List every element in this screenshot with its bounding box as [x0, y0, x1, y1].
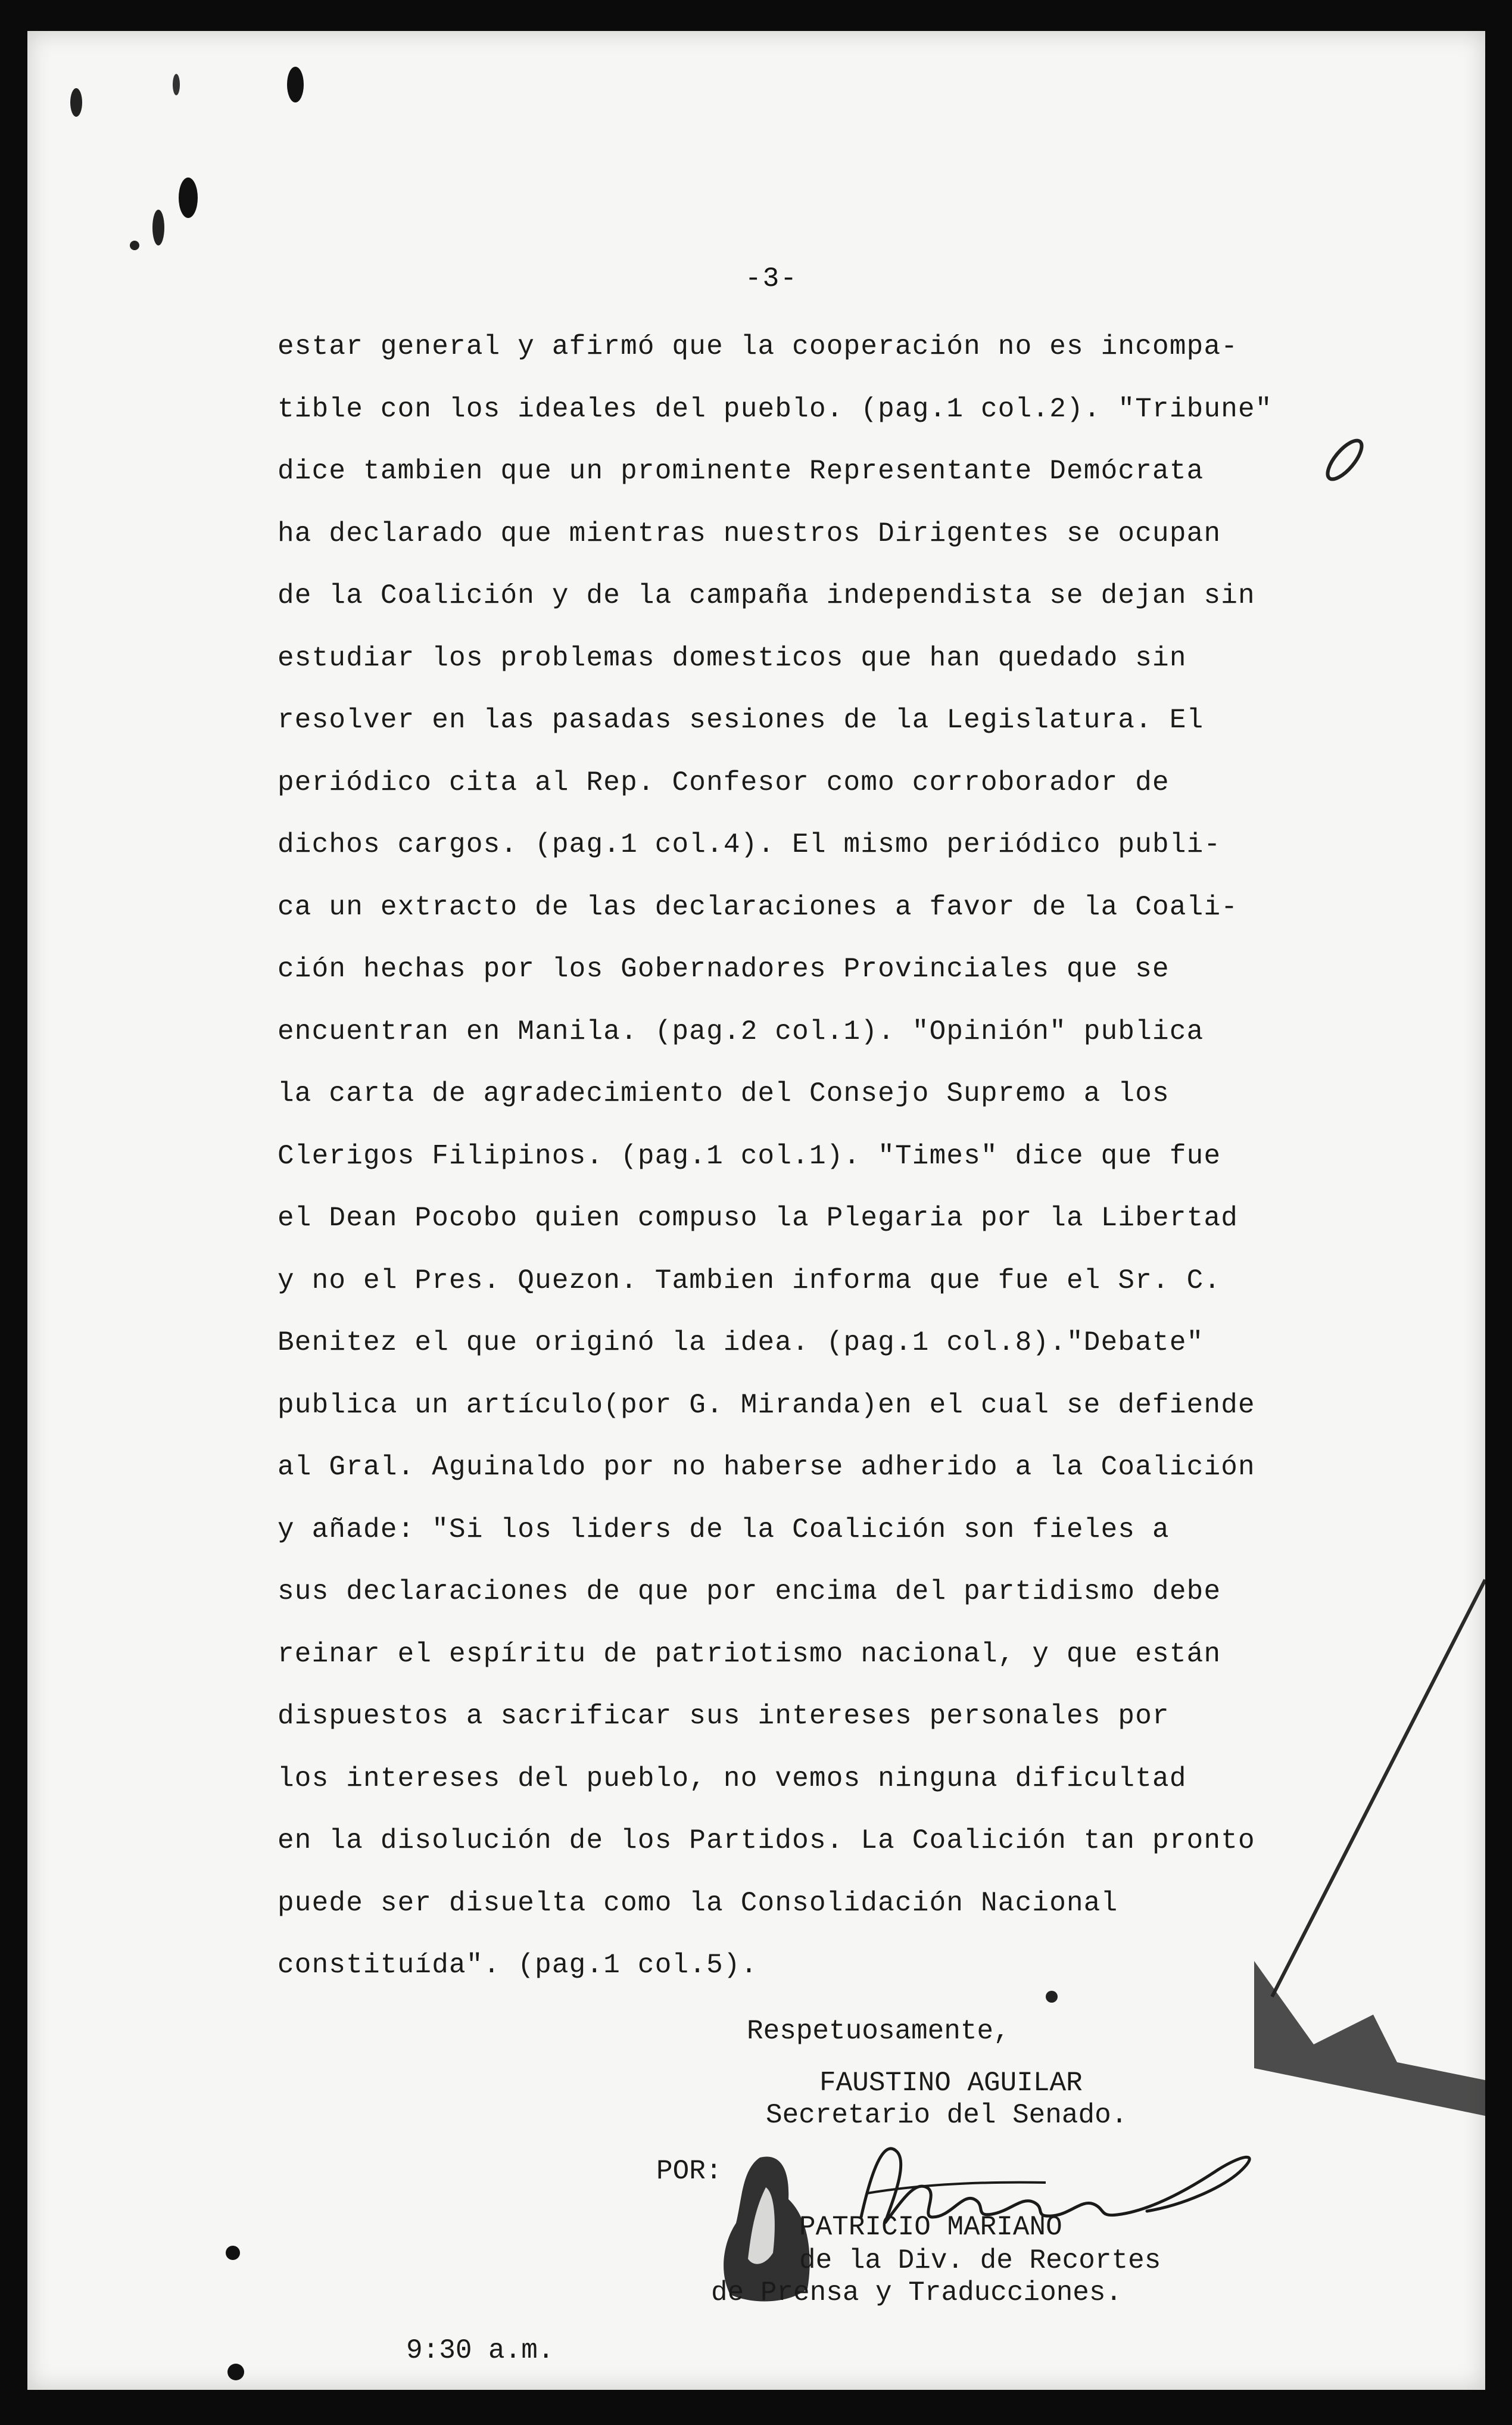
- text-line: y no el Pres. Quezon. Tambien informa que fue el Sr. C.: [278, 1265, 1221, 1296]
- signer-name: FAUSTINO AGUILAR: [819, 2068, 1083, 2099]
- text-line: estudiar los problemas domesticos que han quedado sin: [278, 642, 1187, 674]
- text-line: y añade: "Si los liders de la Coalición son fieles a: [278, 1514, 1170, 1545]
- text-line: los intereses del pueblo, no vemos ninguna dificultad: [278, 1763, 1187, 1794]
- text-line: el Dean Pocobo quien compuso la Plegaria por la Libertad: [278, 1203, 1239, 1234]
- time-stamp: 9:30 a.m.: [406, 2335, 554, 2366]
- document-page: [27, 31, 1485, 2390]
- text-line: dichos cargos. (pag.1 col.4). El mismo periódico publi-: [278, 829, 1221, 860]
- closing-salutation: Respetuosamente,: [747, 2016, 1010, 2047]
- text-line: estar general y afirmó que la cooperación no es incompa-: [278, 331, 1239, 362]
- text-line: ción hechas por los Gobernadores Provinciales que se: [278, 954, 1170, 985]
- text-line: ha declarado que mientras nuestros Dirigentes se ocupan: [278, 518, 1221, 549]
- body-text: [278, 316, 1421, 1997]
- clerk-name: PATRICIO MARIANO: [799, 2212, 1062, 2243]
- text-line: resolver en las pasadas sesiones de la Legislatura. El: [278, 705, 1204, 736]
- text-line: en la disolución de los Partidos. La Coalición tan pronto: [278, 1825, 1255, 1856]
- text-line: publica un artículo(por G. Miranda)en el cual se defiende: [278, 1389, 1255, 1421]
- text-line: Benitez el que originó la idea. (pag.1 col.8)."Debate": [278, 1327, 1204, 1358]
- text-line: puede ser disuelta como la Consolidación Nacional: [278, 1887, 1118, 1919]
- clerk-division-line-2: de Prensa y Traducciones.: [711, 2277, 1123, 2308]
- text-line: dice tambien que un prominente Representante Demócrata: [278, 456, 1204, 487]
- text-line: constituída". (pag.1 col.5).: [278, 1950, 758, 1981]
- signer-title: Secretario del Senado.: [766, 2100, 1128, 2131]
- text-line: al Gral. Aguinaldo por no haberse adherido a la Coalición: [278, 1452, 1255, 1483]
- text-line: ca un extracto de las declaraciones a favor de la Coali-: [278, 891, 1239, 923]
- text-line: Clerigos Filipinos. (pag.1 col.1). "Times" dice que fue: [278, 1140, 1221, 1172]
- text-line: la carta de agradecimiento del Consejo Supremo a los: [278, 1078, 1170, 1109]
- text-line: reinar el espíritu de patriotismo nacional, y que están: [278, 1638, 1221, 1670]
- text-line: de la Coalición y de la campaña independista se dejan sin: [278, 580, 1255, 611]
- por-label: POR:: [656, 2156, 722, 2187]
- text-line: tible con los ideales del pueblo. (pag.1 col.2). "Tribune": [278, 393, 1273, 425]
- text-line: periódico cita al Rep. Confesor como corroborador de: [278, 767, 1170, 798]
- clerk-division-line-1: de la Div. de Recortes: [799, 2245, 1161, 2276]
- text-line: dispuestos a sacrificar sus intereses personales por: [278, 1701, 1170, 1732]
- page-number: -3-: [745, 263, 798, 294]
- text-line: sus declaraciones de que por encima del partidismo debe: [278, 1576, 1221, 1607]
- text-line: encuentran en Manila. (pag.2 col.1). "Opinión" publica: [278, 1016, 1204, 1047]
